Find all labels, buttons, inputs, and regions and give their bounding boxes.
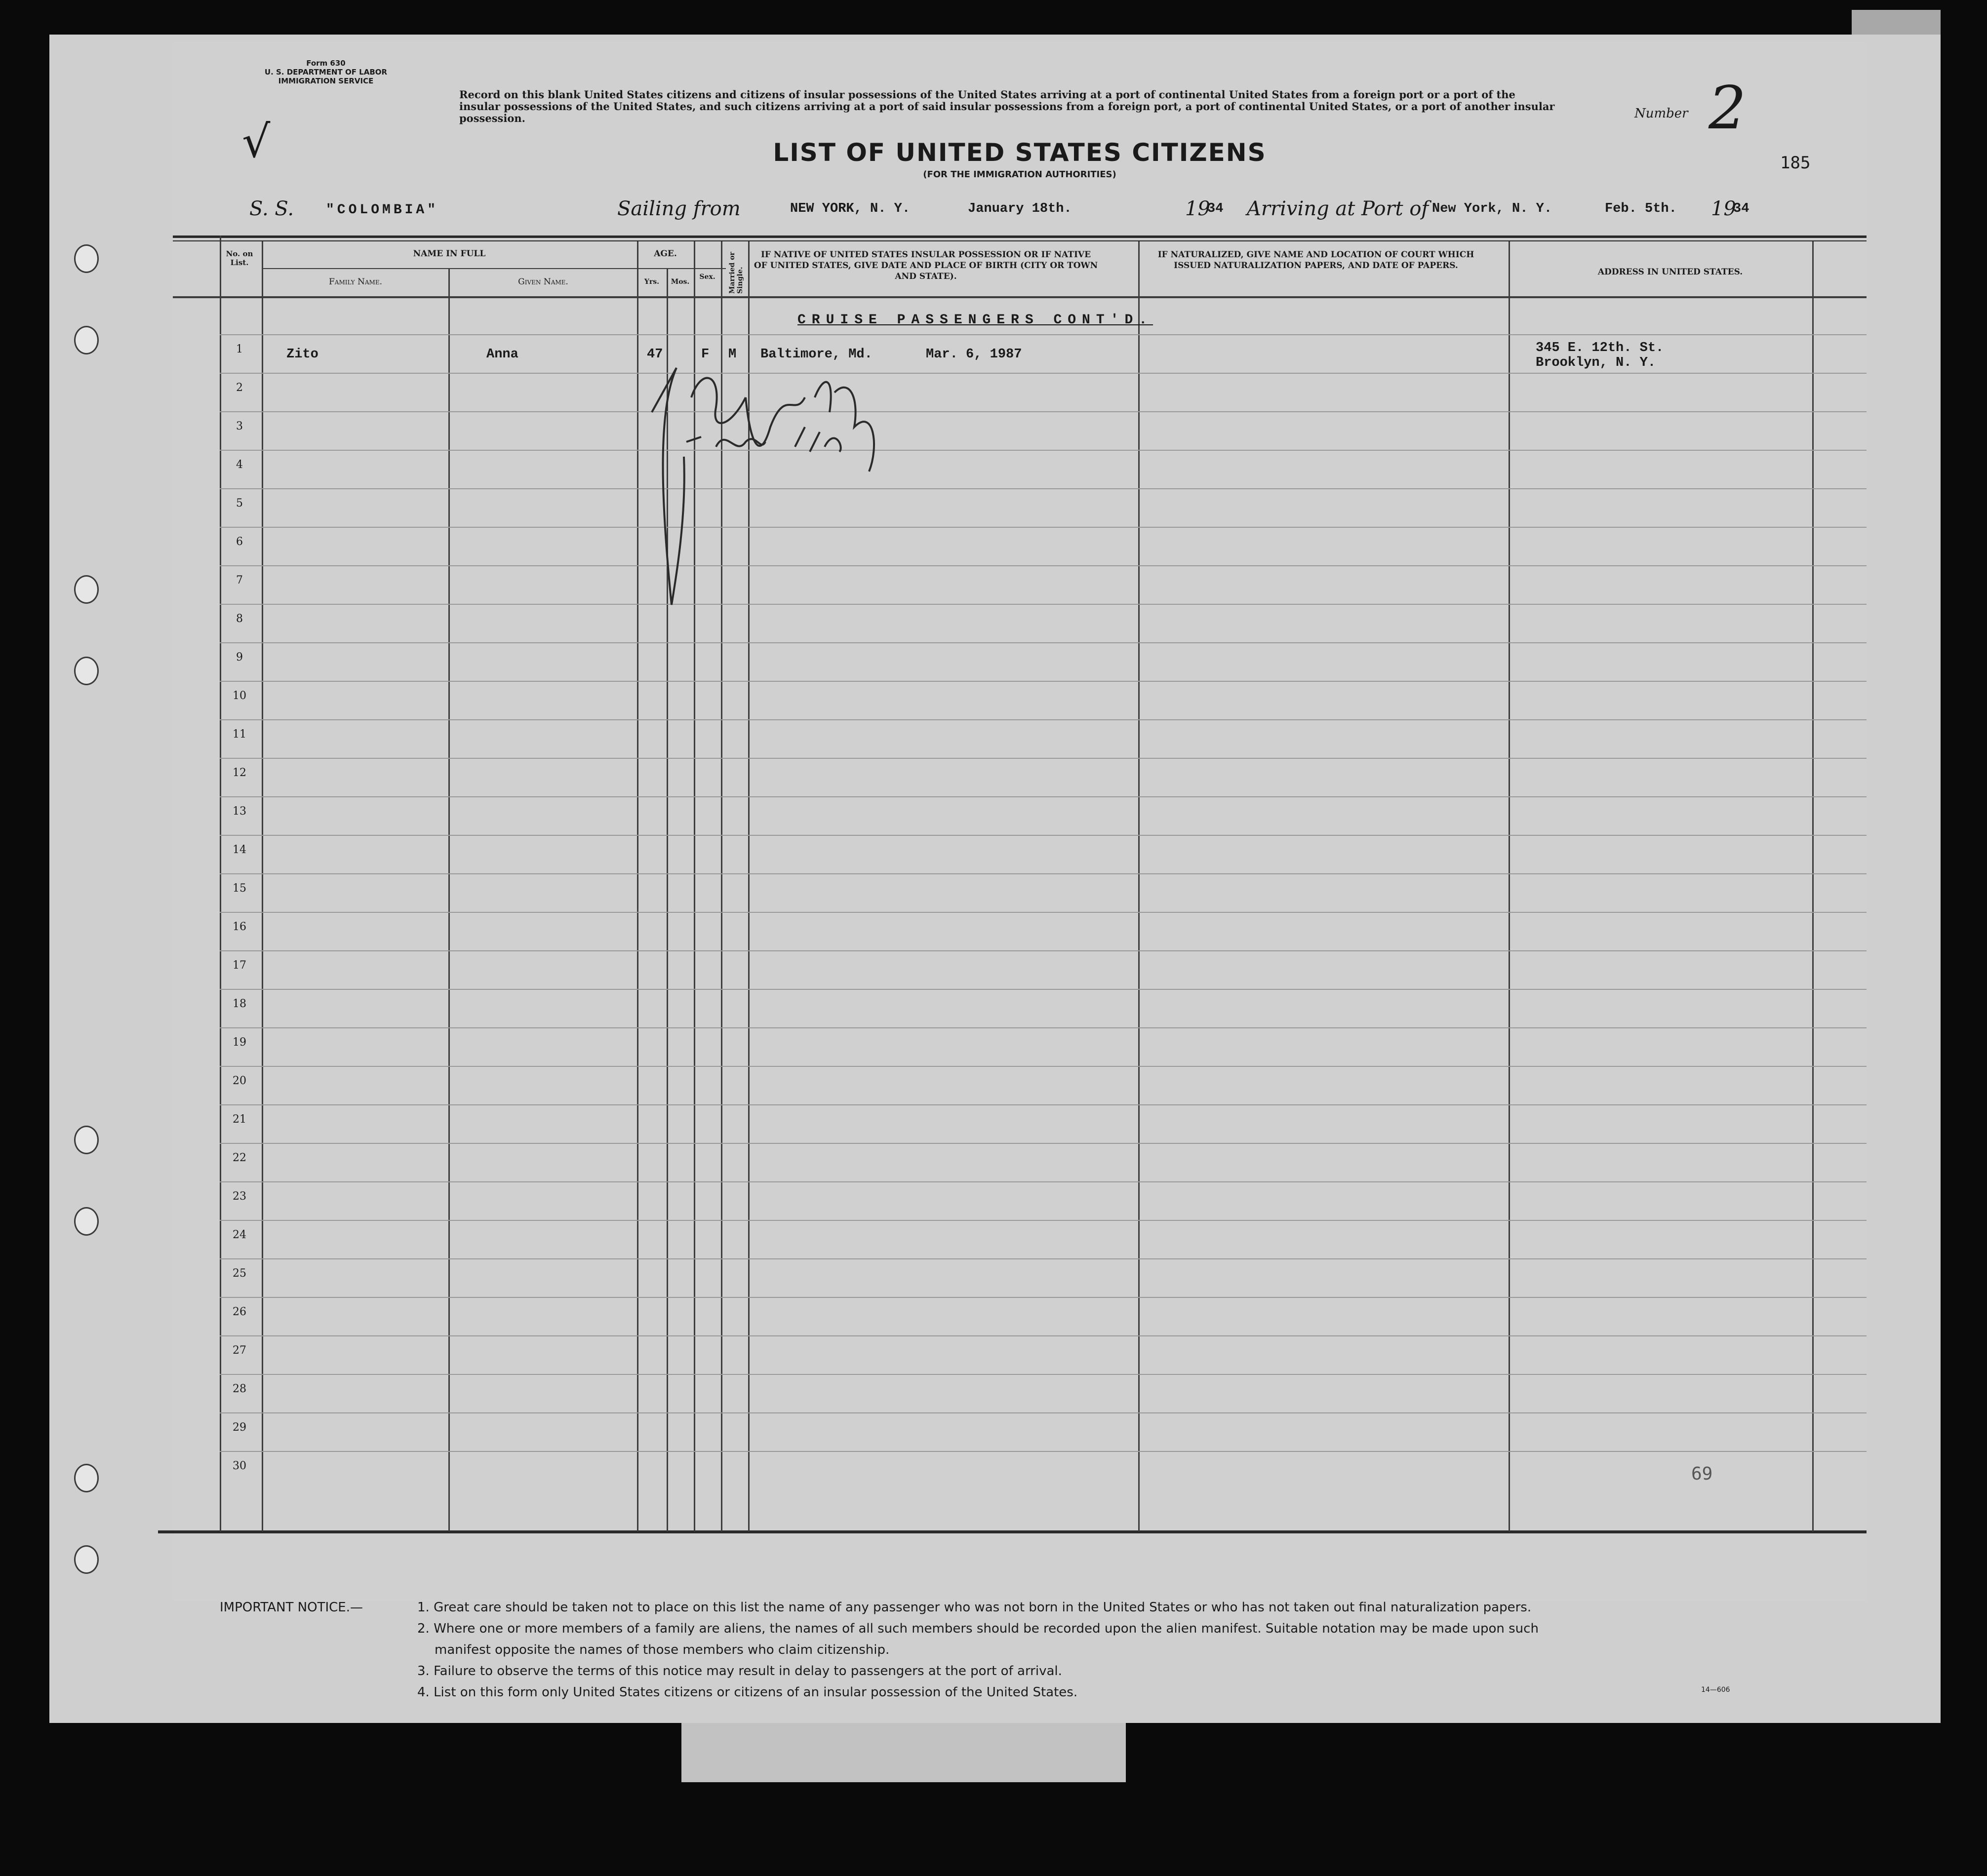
punch-hole <box>74 1207 99 1236</box>
section-note: CRUISE PASSENGERS CONT'D. <box>797 313 1153 328</box>
sailing-port: NEW YORK, N. Y. <box>790 201 911 216</box>
arrival-date: Feb. 5th. <box>1605 201 1677 216</box>
row-number: 10 <box>233 690 246 702</box>
form-code: 14—606 <box>1701 1686 1730 1694</box>
col-native: IF NATIVE OF UNITED STATES INSULAR POSSESSION OR IF NATIVE OF UNITED STATES, GIVE DATE AND PLACE OF BIRTH (CITY OR TOWN AND STATE). <box>754 250 1098 281</box>
col-given-name: Given Name. <box>518 277 568 287</box>
col-married-single: Married or Single. <box>728 252 744 294</box>
sailing-year: 34 <box>1207 201 1224 216</box>
row-line <box>220 835 1867 836</box>
notice-item-2: 2. Where one or more members of a family are aliens, the names of all such members should be recorded upon the alien manifest. Suitable notation may be made upon such <box>417 1621 1539 1636</box>
row-line <box>220 1451 1867 1452</box>
notice-item-1: 1. Great care should be taken not to place on this list the name of any passenger who was not born in the United States or who has not taken out final naturalization papers. <box>417 1600 1532 1615</box>
arrival-port: New York, N. Y. <box>1432 201 1552 216</box>
row-line <box>220 373 1867 374</box>
vrule <box>1812 241 1814 1531</box>
arrival-year-prefix: 19 <box>1711 197 1736 220</box>
row-line <box>220 450 1867 451</box>
row-line <box>220 334 1867 335</box>
page-number: 185 <box>1780 153 1811 173</box>
row-line <box>220 796 1867 797</box>
row-line <box>220 1297 1867 1298</box>
ss-label: S. S. <box>249 197 294 220</box>
row-number: 24 <box>233 1229 246 1241</box>
sailing-year-prefix: 19 <box>1185 197 1210 220</box>
col-name-in-full: NAME IN FULL <box>413 249 486 259</box>
row-line <box>220 1181 1867 1182</box>
entry-family-name: Zito <box>286 347 318 362</box>
entry-given-name: Anna <box>486 347 518 362</box>
punch-hole <box>74 326 99 354</box>
row-line <box>220 565 1867 566</box>
row-line <box>220 604 1867 605</box>
page-subtitle: (FOR THE IMMIGRATION AUTHORITIES) <box>923 169 1116 180</box>
vrule <box>1138 241 1140 1531</box>
entry-age-yrs: 47 <box>647 347 663 362</box>
row-number: 1 <box>236 343 243 355</box>
col-no: No. on List. <box>226 249 253 267</box>
ship-name: "COLOMBIA" <box>326 202 439 218</box>
row-line <box>220 527 1867 528</box>
row-number: 22 <box>233 1152 246 1164</box>
notice-item-4: 4. List on this form only United States citizens or citizens of an insular possession of the United States. <box>417 1685 1078 1700</box>
row-number: 20 <box>233 1075 246 1087</box>
page-title: LIST OF UNITED STATES CITIZENS <box>773 138 1267 167</box>
row-number: 9 <box>236 651 243 664</box>
row-number: 2 <box>236 382 243 394</box>
number-value: 2 <box>1709 74 1747 143</box>
punch-hole <box>74 1126 99 1154</box>
row-number: 29 <box>233 1421 246 1434</box>
col-naturalized: IF NATURALIZED, GIVE NAME AND LOCATION OF COURT WHICH ISSUED NATURALIZATION PAPERS, AND DATE OF PAPERS. <box>1157 250 1474 271</box>
row-number: 13 <box>233 805 246 818</box>
handwritten-annotation <box>647 299 914 625</box>
row-number: 11 <box>233 728 246 741</box>
row-line <box>220 1027 1867 1028</box>
row-line <box>220 1335 1867 1336</box>
row-number: 23 <box>233 1190 246 1203</box>
row-line <box>220 1220 1867 1221</box>
col-mos: Mos. <box>671 278 690 286</box>
margin-number: 69 <box>1691 1464 1713 1484</box>
check-mark: √ <box>242 116 271 168</box>
vrule <box>448 268 450 1531</box>
punch-hole <box>74 1464 99 1492</box>
row-number: 30 <box>233 1460 246 1472</box>
entry-birth-date: Mar. 6, 1987 <box>926 347 1022 362</box>
header-subline <box>262 268 726 269</box>
service: IMMIGRATION SERVICE <box>278 77 374 85</box>
row-line <box>220 411 1867 412</box>
row-number: 21 <box>233 1113 246 1126</box>
row-number: 25 <box>233 1267 246 1280</box>
row-number: 4 <box>236 459 243 471</box>
entry-birth-place: Baltimore, Md. <box>760 347 873 362</box>
row-number: 15 <box>233 882 246 895</box>
arrival-year: 34 <box>1733 201 1749 216</box>
row-line <box>220 873 1867 874</box>
row-number: 12 <box>233 767 246 779</box>
table-top-border-2 <box>173 240 1867 241</box>
col-age: AGE. <box>654 249 677 259</box>
row-line <box>220 1412 1867 1413</box>
notice-item-2b: manifest opposite the names of those members who claim citizenship. <box>435 1642 890 1657</box>
row-line <box>220 1143 1867 1144</box>
sailing-date: January 18th. <box>968 201 1072 216</box>
col-address: ADDRESS IN UNITED STATES. <box>1597 267 1743 277</box>
col-sex: Sex. <box>699 273 715 281</box>
record-instructions: Record on this blank United States citizens and citizens of insular possessions of the United States arriving at a port of continental United States from a foreign port or a port of the insular possessions of the United States, and such citizens arriving at a port of said insular possessions from a foreign port, a port of continental United States, or a port of another insular possession. <box>459 88 1555 124</box>
entry-address-line2: Brooklyn, N. Y. <box>1536 355 1656 370</box>
row-number: 17 <box>233 959 246 972</box>
form-number: Form 630 <box>306 59 346 68</box>
punch-hole <box>74 575 99 604</box>
row-line <box>220 1258 1867 1259</box>
punch-hole <box>74 244 99 273</box>
entry-address-line1: 345 E. 12th. St. <box>1536 341 1664 355</box>
row-line <box>220 642 1867 643</box>
row-number: 19 <box>233 1036 246 1049</box>
row-number: 3 <box>236 420 243 432</box>
row-line <box>220 719 1867 720</box>
row-line <box>220 1104 1867 1105</box>
col-family-name: Family Name. <box>328 277 382 287</box>
notice-item-3: 3. Failure to observe the terms of this notice may result in delay to passengers at the port of arrival. <box>417 1664 1062 1679</box>
row-number: 7 <box>236 574 243 586</box>
sailing-label: Sailing from <box>617 197 741 220</box>
punch-hole <box>74 1545 99 1574</box>
row-number: 16 <box>233 921 246 933</box>
row-number: 27 <box>233 1344 246 1357</box>
vrule <box>1509 241 1510 1531</box>
row-number: 8 <box>236 613 243 625</box>
row-number: 28 <box>233 1383 246 1395</box>
row-number: 5 <box>236 497 243 509</box>
punch-hole <box>74 657 99 685</box>
row-number: 26 <box>233 1306 246 1318</box>
row-line <box>220 912 1867 913</box>
row-line <box>220 989 1867 990</box>
citizen-list-form <box>173 42 1867 1700</box>
vrule <box>637 241 638 1531</box>
row-line <box>220 758 1867 759</box>
entry-sex: F <box>701 347 710 362</box>
header-bottom <box>173 296 1867 298</box>
row-line <box>220 1374 1867 1375</box>
row-line <box>220 488 1867 489</box>
col-yrs: Yrs. <box>644 278 660 286</box>
row-number: 18 <box>233 998 246 1010</box>
row-number: 14 <box>233 844 246 856</box>
notice-heading: IMPORTANT NOTICE.— <box>220 1600 363 1615</box>
row-line <box>220 681 1867 682</box>
department: U. S. DEPARTMENT OF LABOR <box>264 68 388 77</box>
row-line <box>220 1066 1867 1067</box>
table-bottom-border <box>158 1530 1867 1533</box>
row-line <box>220 950 1867 951</box>
table-top-border <box>173 235 1867 238</box>
number-label: Number <box>1634 106 1688 121</box>
arriving-label: Arriving at Port of <box>1247 197 1429 220</box>
entry-marital: M <box>728 347 737 362</box>
row-number: 6 <box>236 536 243 548</box>
